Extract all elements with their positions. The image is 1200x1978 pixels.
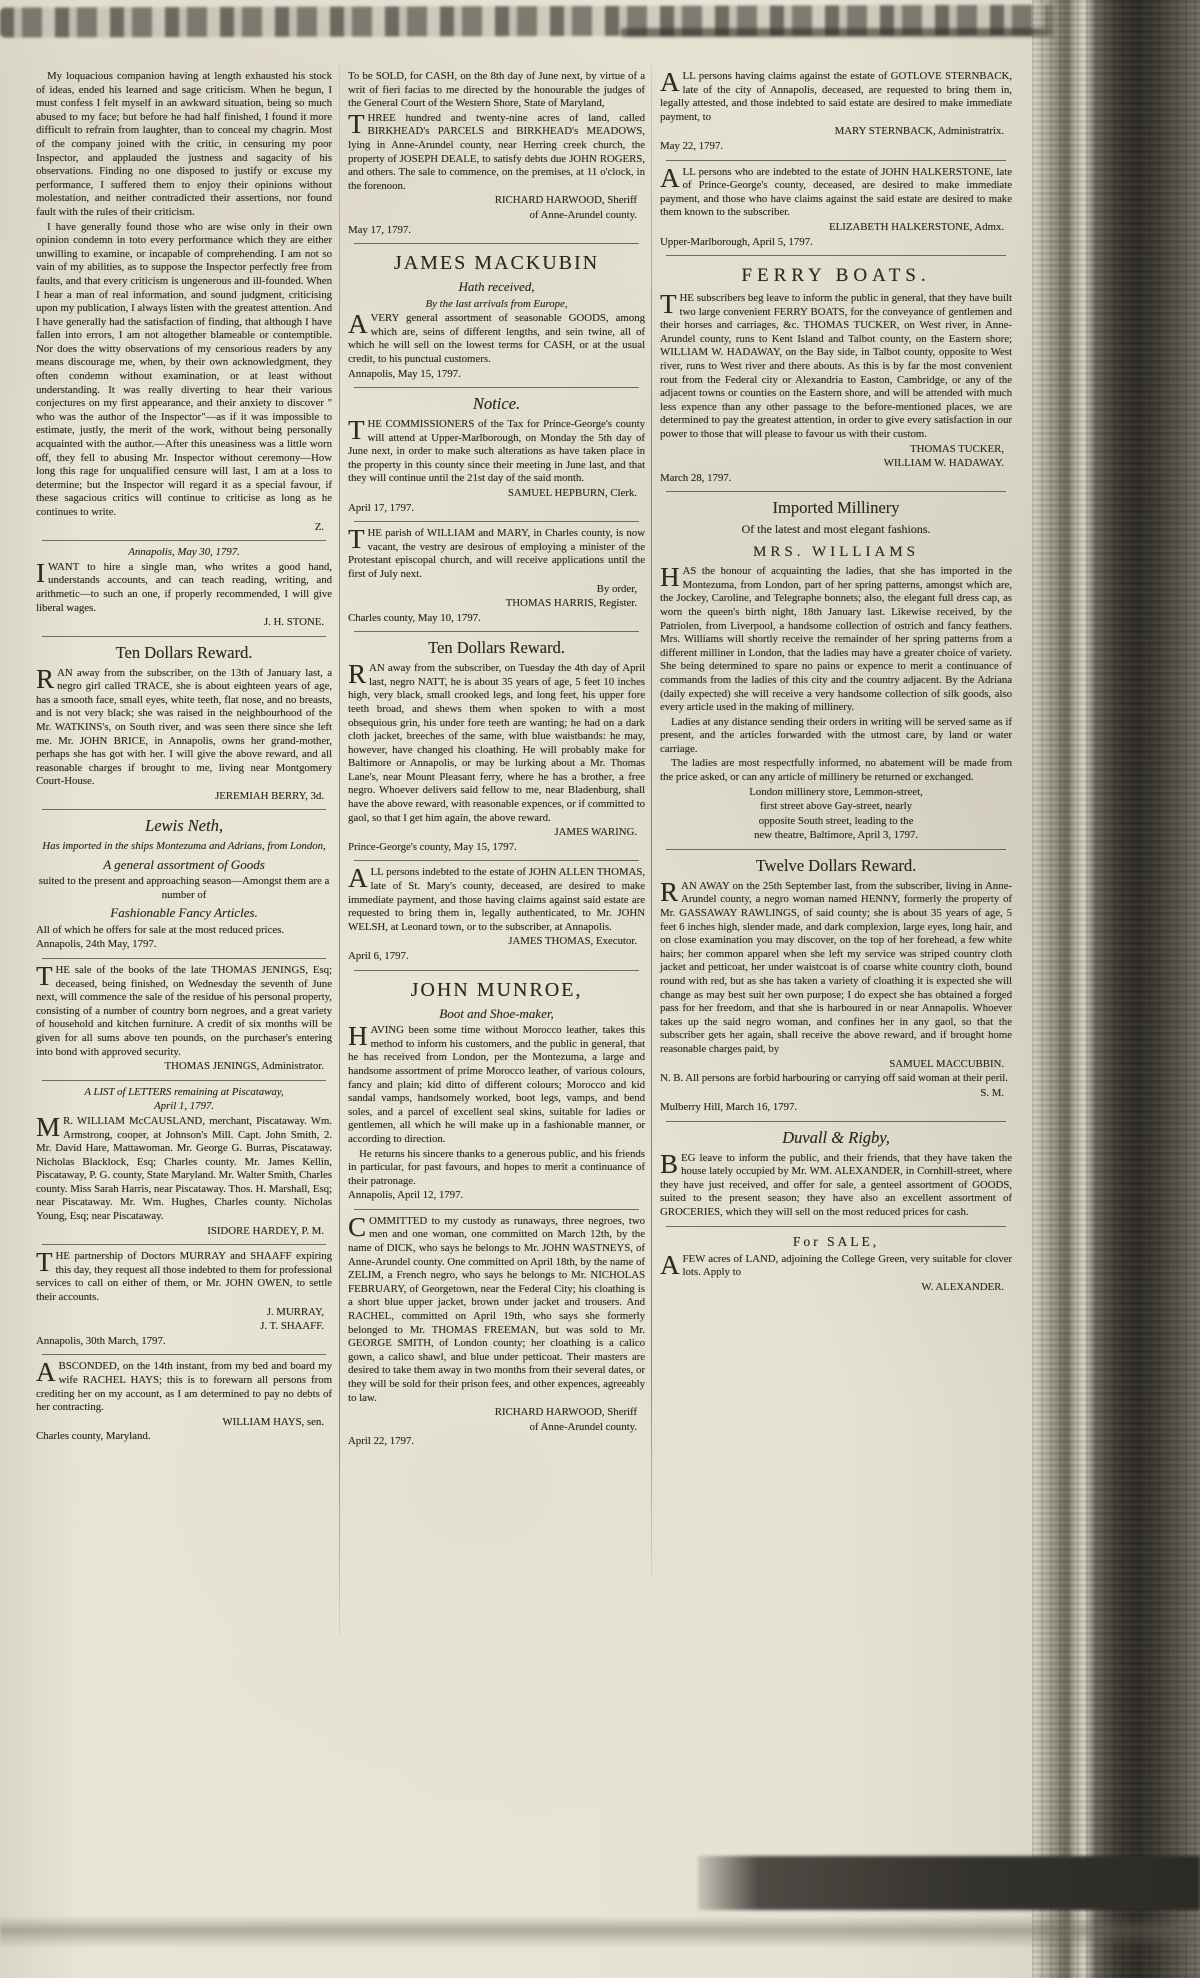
dateline: Annapolis, April 12, 1797. bbox=[348, 1189, 464, 1202]
drop-cap-letter: T bbox=[348, 415, 365, 446]
paragraph: April 1, 1797. bbox=[154, 1100, 214, 1113]
scan-artifact-book-edge bbox=[1032, 0, 1200, 1978]
drop-cap-letter: A bbox=[348, 309, 368, 340]
dateline: Upper-Marlborough, April 5, 1797. bbox=[660, 235, 813, 248]
drop-cap-letter: T bbox=[660, 289, 677, 320]
headline: A general assortment of Goods bbox=[103, 856, 265, 872]
signature: J. T. SHAAFF. bbox=[260, 1320, 324, 1333]
headline: Hath received, bbox=[458, 279, 535, 295]
drop-cap-letter: C bbox=[348, 1211, 367, 1242]
dateline: Mulberry Hill, March 16, 1797. bbox=[660, 1101, 798, 1114]
paragraph: Ladies at any distance sending their orders in writing will be served same as if present, and the articles forwarded with the utmost care, by land or water carriage. bbox=[660, 715, 1012, 755]
paragraph: M R. WILLIAM McCAUSLAND, merchant, Piscataway. Wm. Armstrong, cooper, at Johnson's Mill. Capt. John Smith, 2. Mr. David Hare, Mattawoman. Mr. George G. Burras, Piscataway. Nicholas Blacklock, Esq; Charles county. Mr. James Kellin, Piscataway, P. G. county, State Maryland. Mr. Walter Smith, Charles county. Miss Sarah Harris, near Piscataway. Thos. H. Marshall, Esq; near Piscataway. Mr. Wm. Hughes, Charles county. Nicholas Young, Esq; near Piscataway. bbox=[36, 1111, 332, 1223]
headline-james-mackubin: JAMES MACKUBIN bbox=[393, 252, 600, 275]
drop-cap-letter: R bbox=[660, 876, 679, 907]
paragraph: HAS the honour of acquainting the ladies, that she has imported in the Montezuma, from London, part of her spring patterns, amongst which are, the Jockey, Caroline, and Telegraphe bonnets; also, the elegant full dress cap, as worn the queen's birth night, 18th January last. Likewise received, by the Patriolen, from Liverpool, a handsome collection of ostrich and fancy feathers. Mrs. Williams will shortly receive the remainder of her spring patterns from a different milliner in London, that the ladies may have a greater choice of variety. She being determined to spare no pains or expence to merit a continuance of commands from the ladies of this city and the country adjacent. By the Adriana (daily expected) she will receive a very handsome collection of silk goods, also every article used in the making of millinery. bbox=[660, 562, 1012, 714]
dateline: May 17, 1797. bbox=[348, 223, 411, 236]
dateline: Prince-George's county, May 15, 1797. bbox=[348, 840, 517, 853]
headline-mrs-williams: MRS. WILLIAMS bbox=[753, 544, 919, 561]
newspaper-column-3 bbox=[660, 67, 1012, 1295]
paragraph: RAN away from the subscriber, on the 13th of January last, a negro girl called TRACE, she is about eighteen years of age, has a smooth face, small eyes, white teeth, flat nose, and no breasts, and is not very black; she was raised in the neighbourhood of the Mr. WATKINS's, on South river, and was seen there since she left me. Mr. JOHN BRICE, in Annapolis, owns her grand-mother, perhaps she has got with her. I will give the above reward, and all reasonable charges if brought to me, living near Montgomery Court-House. bbox=[36, 663, 332, 788]
dateline: April 17, 1797. bbox=[348, 501, 414, 514]
paragraph: ALL persons who are indebted to the estate of JOHN HALKERSTONE, late of Prince-George's county, deceased, are desired to make immediate payment, and those who have claims against the said estate are desired to make them known to the subscriber. bbox=[660, 162, 1012, 219]
headline: Of the latest and most elegant fashions. bbox=[741, 522, 931, 537]
article-divider bbox=[42, 1080, 326, 1081]
article-divider bbox=[666, 255, 1006, 256]
drop-cap-letter: R bbox=[36, 663, 55, 694]
paragraph: THE subscribers beg leave to inform the public in general, that they have built two large convenient FERRY BOATS, for the conveyance of gentlemen and their horses and carriages, &c. THOMAS TUCKER, on West river, in Anne-Arundel county, runs to Kent Island and Talbot county, on the Eastern shore; WILLIAM W. HADAWAY, on the Bay side, in Talbot county, opposite to West river, runs to West river and there abouts. As this is by far the most convenient rout from the Federal city or Alexandria to Easton, Cambridge, or any of the adjacent towns or counties on the Eastern shore, and will be attended with much less expence than any other passage to the before-mentioned places, we are determined to pay the greatest attention, in order to give every satisfaction in our power to those that will please to favour us with their custom. bbox=[660, 289, 1012, 440]
paragraph: new theatre, Baltimore, April 3, 1797. bbox=[753, 829, 918, 842]
signature: THOMAS HARRIS, Register. bbox=[505, 597, 637, 610]
headline-ferry-boats: FERRY BOATS. bbox=[741, 265, 931, 287]
drop-cap-letter: T bbox=[36, 1247, 53, 1278]
article-divider bbox=[354, 243, 639, 244]
paragraph: IWANT to hire a single man, who writes a good hand, understands accounts, and can teach reading, writing, and arithmetic—to such an one, if properly recommended, I will give liberal wages. bbox=[36, 557, 332, 614]
headline-notice: Notice. bbox=[472, 394, 521, 414]
paragraph: All of which he offers for sale at the most reduced prices. bbox=[36, 923, 285, 936]
article-divider bbox=[666, 1226, 1006, 1227]
signature: RICHARD HARWOOD, Sheriff bbox=[494, 1406, 637, 1419]
article-divider bbox=[354, 970, 639, 971]
article-divider bbox=[42, 958, 326, 959]
drop-cap-letter: I bbox=[36, 557, 45, 588]
paragraph: THE partnership of Doctors MURRAY and SHAAFF expiring this day, they request all those indebted to them for professional services to call on either of them, or Mr. JOHN OWEN, to settle their accounts. bbox=[36, 1247, 332, 1304]
paragraph: He returns his sincere thanks to a generous public, and his friends in particular, for past favours, and hopes to merit a continuance of their patronage. bbox=[348, 1147, 645, 1187]
paragraph: THE parish of WILLIAM and MARY, in Charles county, is now vacant, the vestry are desirous of employing a minister of the Protestant episcopal church, and will receive applications until the first of July next. bbox=[348, 524, 645, 580]
signature: By order, bbox=[596, 582, 637, 595]
signature: WILLIAM W. HADAWAY. bbox=[883, 457, 1004, 470]
paragraph: first street above Gay-street, nearly bbox=[760, 800, 912, 813]
headline: Boot and Shoe-maker, bbox=[439, 1005, 554, 1021]
paragraph: London millinery store, Lemmon-street, bbox=[749, 785, 923, 798]
drop-cap-letter: R bbox=[348, 659, 367, 690]
signature: WILLIAM HAYS, sen. bbox=[222, 1415, 324, 1428]
paragraph: suited to the present and approaching season—Amongst them are a number of bbox=[38, 875, 330, 901]
column-divider-1 bbox=[339, 66, 340, 1636]
paragraph: HAVING been some time without Morocco leather, takes this method to inform his customers, and the public in general, that he has received from London, per the Montezuma, a large and handsome assortment of prime Morocco leather, of various colours, fancy and plain; kid ditto of different colours; Morocco and kid sandal vamps, handsomely worked, boot legs, vamps, and bend soles, and a parcel of excellent seal skins, suitable for ladies or gentlemen, all which he will make up in a fashionable manner, or according to direction. bbox=[348, 1021, 645, 1145]
scan-artifact-bottom-smear bbox=[0, 1916, 1200, 1948]
signature: J. H. STONE. bbox=[263, 616, 324, 629]
paragraph: ALL persons indebted to the estate of JOHN ALLEN THOMAS, late of St. Mary's county, deceased, are desired to make immediate payment, and those having claims against said estate are requested to bring them in, legally authenticated, to Mr. JOHN WELSH, at Leonard town, or to the subscriber, at Annapolis. bbox=[348, 863, 645, 933]
signature: RICHARD HARWOOD, Sheriff bbox=[494, 194, 637, 207]
dateline: Annapolis, May 15, 1797. bbox=[348, 367, 461, 380]
headline-imported-millinery: Imported Millinery bbox=[772, 498, 900, 518]
drop-cap-letter: M bbox=[36, 1111, 61, 1142]
headline-ten-dollars-reward-1: Ten Dollars Reward. bbox=[115, 642, 253, 662]
signature: SAMUEL HEPBURN, Clerk. bbox=[507, 487, 637, 499]
signature: ELIZABETH HALKERSTONE, Admx. bbox=[829, 220, 1004, 233]
paragraph: opposite South street, leading to the bbox=[758, 814, 914, 827]
article-divider bbox=[42, 1354, 326, 1355]
headline-for-sale: For SALE, bbox=[792, 1233, 880, 1249]
signature: ISIDORE HARDEY, P. M. bbox=[207, 1224, 324, 1237]
drop-cap-letter: T bbox=[348, 524, 365, 555]
dateline: Annapolis, 24th May, 1797. bbox=[36, 938, 157, 951]
dateline: April 22, 1797. bbox=[348, 1435, 414, 1448]
headline-lewis-neth: Lewis Neth, bbox=[145, 816, 223, 836]
drop-cap-letter: A bbox=[660, 67, 680, 97]
article-divider bbox=[42, 1244, 326, 1245]
scan-artifact-bottom-shadow bbox=[698, 1856, 1200, 1910]
paragraph: BEG leave to inform the public, and their friends, that they have taken the house lately occupied by Mr. WM. ALEXANDER, in Cornhill-street, where they have just received, and offer for sale, a genteel assortment of GOODS, suited to the present season; they have also an excellent assortment of GROCERIES, which they will sell on the most reduced prices for cash. bbox=[660, 1148, 1012, 1219]
drop-cap-letter: A bbox=[348, 863, 368, 894]
dateline: Annapolis, 30th March, 1797. bbox=[36, 1334, 166, 1347]
signature: of Anne-Arundel county. bbox=[529, 1420, 637, 1433]
paragraph: RAN AWAY on the 25th September last, from the subscriber, living in Anne-Arundel county, a negro woman named HENNY, formerly the property of Mr. GASSAWAY RAWLINGS, of said county; she is about 35 years of age, 5 feet 6 inches high, slender made, and dark complexion, large eyes, long hair, and on close examination you may discover, on the top of her forehead, a few white hairs; her common apparel when she left my service was striped country cloth jacket and petticoat, her under waistcoat is of coarse white country cloth, bound round with red, but as she has taken a variety of cloathing it is expected she will change as may best suit her own purpose; I do expect she has obtained a forged pass for her freedom, and that she is harboured in or near Annapolis. Whoever takes up the said negro woman, and confines her in any gaol, so that the subscriber gets her again, shall receive the above reward, and if brought home reasonable charges paid, by bbox=[660, 876, 1012, 1055]
drop-cap-letter: A bbox=[36, 1357, 56, 1388]
dateline: April 6, 1797. bbox=[348, 950, 409, 962]
paragraph: To be SOLD, for CASH, on the 8th day of June next, by virtue of a writ of fieri facias to me directed by the honourable the judges of the General Court of the Western Shore, State of Maryland, bbox=[348, 70, 645, 110]
article-divider bbox=[666, 849, 1006, 850]
drop-cap-letter: B bbox=[660, 1148, 679, 1179]
newspaper-column-2 bbox=[348, 70, 645, 1450]
signature: JEREMIAH BERRY, 3d. bbox=[215, 789, 324, 802]
article-divider bbox=[354, 1209, 639, 1210]
paragraph: The ladies are most respectfully informed, no abatement will be made from the price asked, or can any article of millinery be returned or exchanged. bbox=[660, 757, 1012, 784]
article-divider bbox=[354, 521, 639, 522]
signature: Z. bbox=[314, 520, 324, 533]
paragraph: I have generally found those who are wise only in their own opinion condemn in toto every performance which they are either unwilling to examine, or incapable of comprehending. I am not so vain of my abilities, as to suppose the Inspector perfectly free from faults, and that every criticism is ungenerous and ill-founded. When I hear a man of real information, and sound judgment, criticising upon my publication, I always listen with the greatest attention. And I have generally had the satisfaction of finding, that although I have fallen into errors, I am not altogether blameable or contemptible. Nor does the witty observations of my censorious readers by any means discourage me, when, by their own acknowledgment, they often condemn without examination, or at least without understanding. It was really diverting to hear their various conjectures on my first appearance, and their anxiety to discover " who was the author of the Inspector"—as if it was impossible to estimate, justly, the merit of the work, without being personally acquainted with the author.—After this uneasiness was a little worn off, they fell to abusing Mr. Inspector without ceremony—How long this rage for unqualified censure will last, I am at a loss to determine; but the Inspector will regard it as a special favour, if these sagacious critics will continue to criticise as long as he continues to write. bbox=[36, 220, 332, 518]
newspaper-column-1 bbox=[36, 70, 332, 1445]
headline-twelve-dollars-reward: Twelve Dollars Reward. bbox=[755, 856, 917, 876]
signature: S. M. bbox=[980, 1086, 1004, 1099]
dateline: March 28, 1797. bbox=[660, 471, 732, 484]
signature: THOMAS JENINGS, Administrator. bbox=[164, 1060, 324, 1073]
headline-ten-dollars-reward-2: Ten Dollars Reward. bbox=[428, 638, 565, 658]
headline-john-munroe: JOHN MUNROE, bbox=[410, 978, 583, 1001]
signature: JAMES THOMAS, Executor. bbox=[508, 935, 637, 948]
paragraph: AFEW acres of LAND, adjoining the College Green, very suitable for clover lots. Apply to bbox=[660, 1249, 1012, 1280]
signature: W. ALEXANDER. bbox=[921, 1280, 1004, 1293]
paragraph: RAN away from the subscriber, on Tuesday the 4th day of April last, negro NATT, he is about 35 years of age, 5 feet 10 inches high, very black, small crooked legs, and long feet, his upper fore teeth broad, and shews them when spoken to with a most obsequious grin, his under fore teeth are wanting; he had on a dark cloth jacket, breeches of the same, with blue waistbands: he may, however, have changed his cloathing. He will probably make for Baltimore or Annapolis, or may be lurking about a Mr. Thomas Lane's, near Mount Pleasant ferry, where he has a brother, a free negro. Whoever delivers said fellow to me, near Bladenburg, shall have the above reward, with reasonable expences, or if committed to gaol, so that I get him again, the above reward. bbox=[348, 659, 645, 824]
article-divider bbox=[666, 160, 1006, 161]
paragraph: N. B. All persons are forbid harbouring or carrying off said woman at their peril. bbox=[660, 1072, 1008, 1085]
paragraph: By the last arrivals from Europe, bbox=[425, 297, 568, 310]
paragraph: THREE hundred and twenty-nine acres of land, called BIRKHEAD's PARCELS and BIRKHEAD's MEADOWS, lying in Anne-Arundel county, near Herring creek church, the property of JOSEPH DEALE, to satisfy debts due JOHN ROGERS, and others. The sale to commence, on the premises, at 11 o'clock, in the forenoon. bbox=[348, 108, 645, 192]
column-divider-2 bbox=[651, 66, 652, 1576]
paragraph: THE sale of the books of the late THOMAS JENINGS, Esq; deceased, being finished, on Wednesday the seventh of June next, will commence the sale of the residue of his personal property, consisting of a number of country born negroes, and a great variety of household and kitchen furniture. A credit of six months will be given for all sums above ten pounds, on the purchaser's entering into bond with approved security. bbox=[36, 960, 332, 1058]
paragraph: ALL persons having claims against the estate of GOTLOVE STERNBACK, late of the city of Annapolis, deceased, are requested to bring them in, legally attested, and those indebted to said estate are desired to make immediate payment, to bbox=[660, 67, 1012, 123]
paragraph: AVERY general assortment of seasonable GOODS, among which are, seins of different lengths, and sein twine, all of which he will sell on the lowest terms for CASH, or at the usual credit, to his punctual customers. bbox=[348, 309, 645, 366]
drop-cap-letter: A bbox=[660, 162, 680, 193]
headline-duvall-rigby: Duvall & Rigby, bbox=[782, 1127, 890, 1147]
paragraph: My loquacious companion having at length exhausted his stock of ideas, ended his learned and sage criticism. When he begun, I must confess I felt myself in an awkward situation, being so much abused to my face; but before he had half finished, I found it more difficult to refrain from laughter, than to conceal my chagrin. Most of the company joined with the critic, in censuring my poor Inspector, and applauded the justness and sagacity of his observations. Finding no one disposed to justify or excuse my performance, I suffered them to enjoy their opinions without molestation, and neither contradicted their assertions, nor found fault with the rules of their criticism. bbox=[36, 70, 332, 218]
paragraph: ABSCONDED, on the 14th instant, from my bed and board my wife RACHEL HAYS; this is to forewarn all persons from crediting her on my account, as I am determined to pay no debts of her contracting. bbox=[36, 1357, 332, 1414]
article-divider bbox=[42, 809, 326, 810]
drop-cap-letter: T bbox=[348, 108, 365, 139]
signature: JAMES WARING. bbox=[554, 826, 637, 839]
article-divider bbox=[666, 491, 1006, 492]
article-divider bbox=[666, 1121, 1006, 1122]
paragraph: Has imported in the ships Montezuma and Adrians, from London, bbox=[42, 840, 326, 853]
signature: MARY STERNBACK, Administratrix. bbox=[834, 125, 1004, 138]
article-divider bbox=[354, 860, 639, 861]
drop-cap-letter: A bbox=[660, 1249, 680, 1280]
paragraph: Annapolis, May 30, 1797. bbox=[128, 546, 240, 559]
signature: THOMAS TUCKER, bbox=[910, 442, 1004, 455]
article-divider bbox=[354, 387, 639, 388]
paragraph: THE COMMISSIONERS of the Tax for Prince-George's county will attend at Upper-Marlborough, on Monday the 5th day of June next, in order to make such alterations as have taken place in the property in this county since their meeting in June last, and that they will continue until the 21st day of the said month. bbox=[348, 415, 645, 485]
dateline: Charles county, Maryland. bbox=[36, 1430, 151, 1443]
drop-cap-letter: H bbox=[348, 1021, 368, 1052]
signature: SAMUEL MACCUBBIN. bbox=[889, 1057, 1004, 1070]
dateline: Charles county, May 10, 1797. bbox=[348, 611, 481, 624]
article-divider bbox=[42, 540, 326, 541]
article-divider bbox=[354, 631, 639, 632]
signature: J. MURRAY, bbox=[266, 1305, 324, 1318]
article-divider bbox=[42, 636, 326, 637]
paragraph: COMMITTED to my custody as runaways, three negroes, two men and one woman, one committed on March 12th, by the name of DICK, who says he belongs to Mr. JOHN WASTNEYS, of Anne-Arundel county. One committed on April 18th, by the name of ZELIM, a French negro, who says he belongs to Mr. NICHOLAS FEBRUARY, of Georgetown, near the Federal City; his cloathing is a short blue upper jacket, brown under jacket and trousers. And RACHEL, committed on April 19th, who says she formerly belonged to Mr. THOMAS FREEMAN, but was sold to Mr. GEORGE SMITH, of London county; her cloathing is a calico gown, a calico shawl, and blue under petticoat. Their masters are desired to take them away in two months from their several dates, or they will be sold for their prison fees, and other expences, agreeably to law. bbox=[348, 1211, 645, 1404]
headline: Fashionable Fancy Articles. bbox=[110, 905, 258, 921]
signature: of Anne-Arundel county. bbox=[529, 208, 637, 221]
paragraph: A LIST of LETTERS remaining at Piscataway, bbox=[84, 1085, 284, 1098]
dateline: May 22, 1797. bbox=[660, 139, 723, 152]
drop-cap-letter: H bbox=[660, 562, 680, 593]
drop-cap-letter: T bbox=[36, 960, 53, 991]
